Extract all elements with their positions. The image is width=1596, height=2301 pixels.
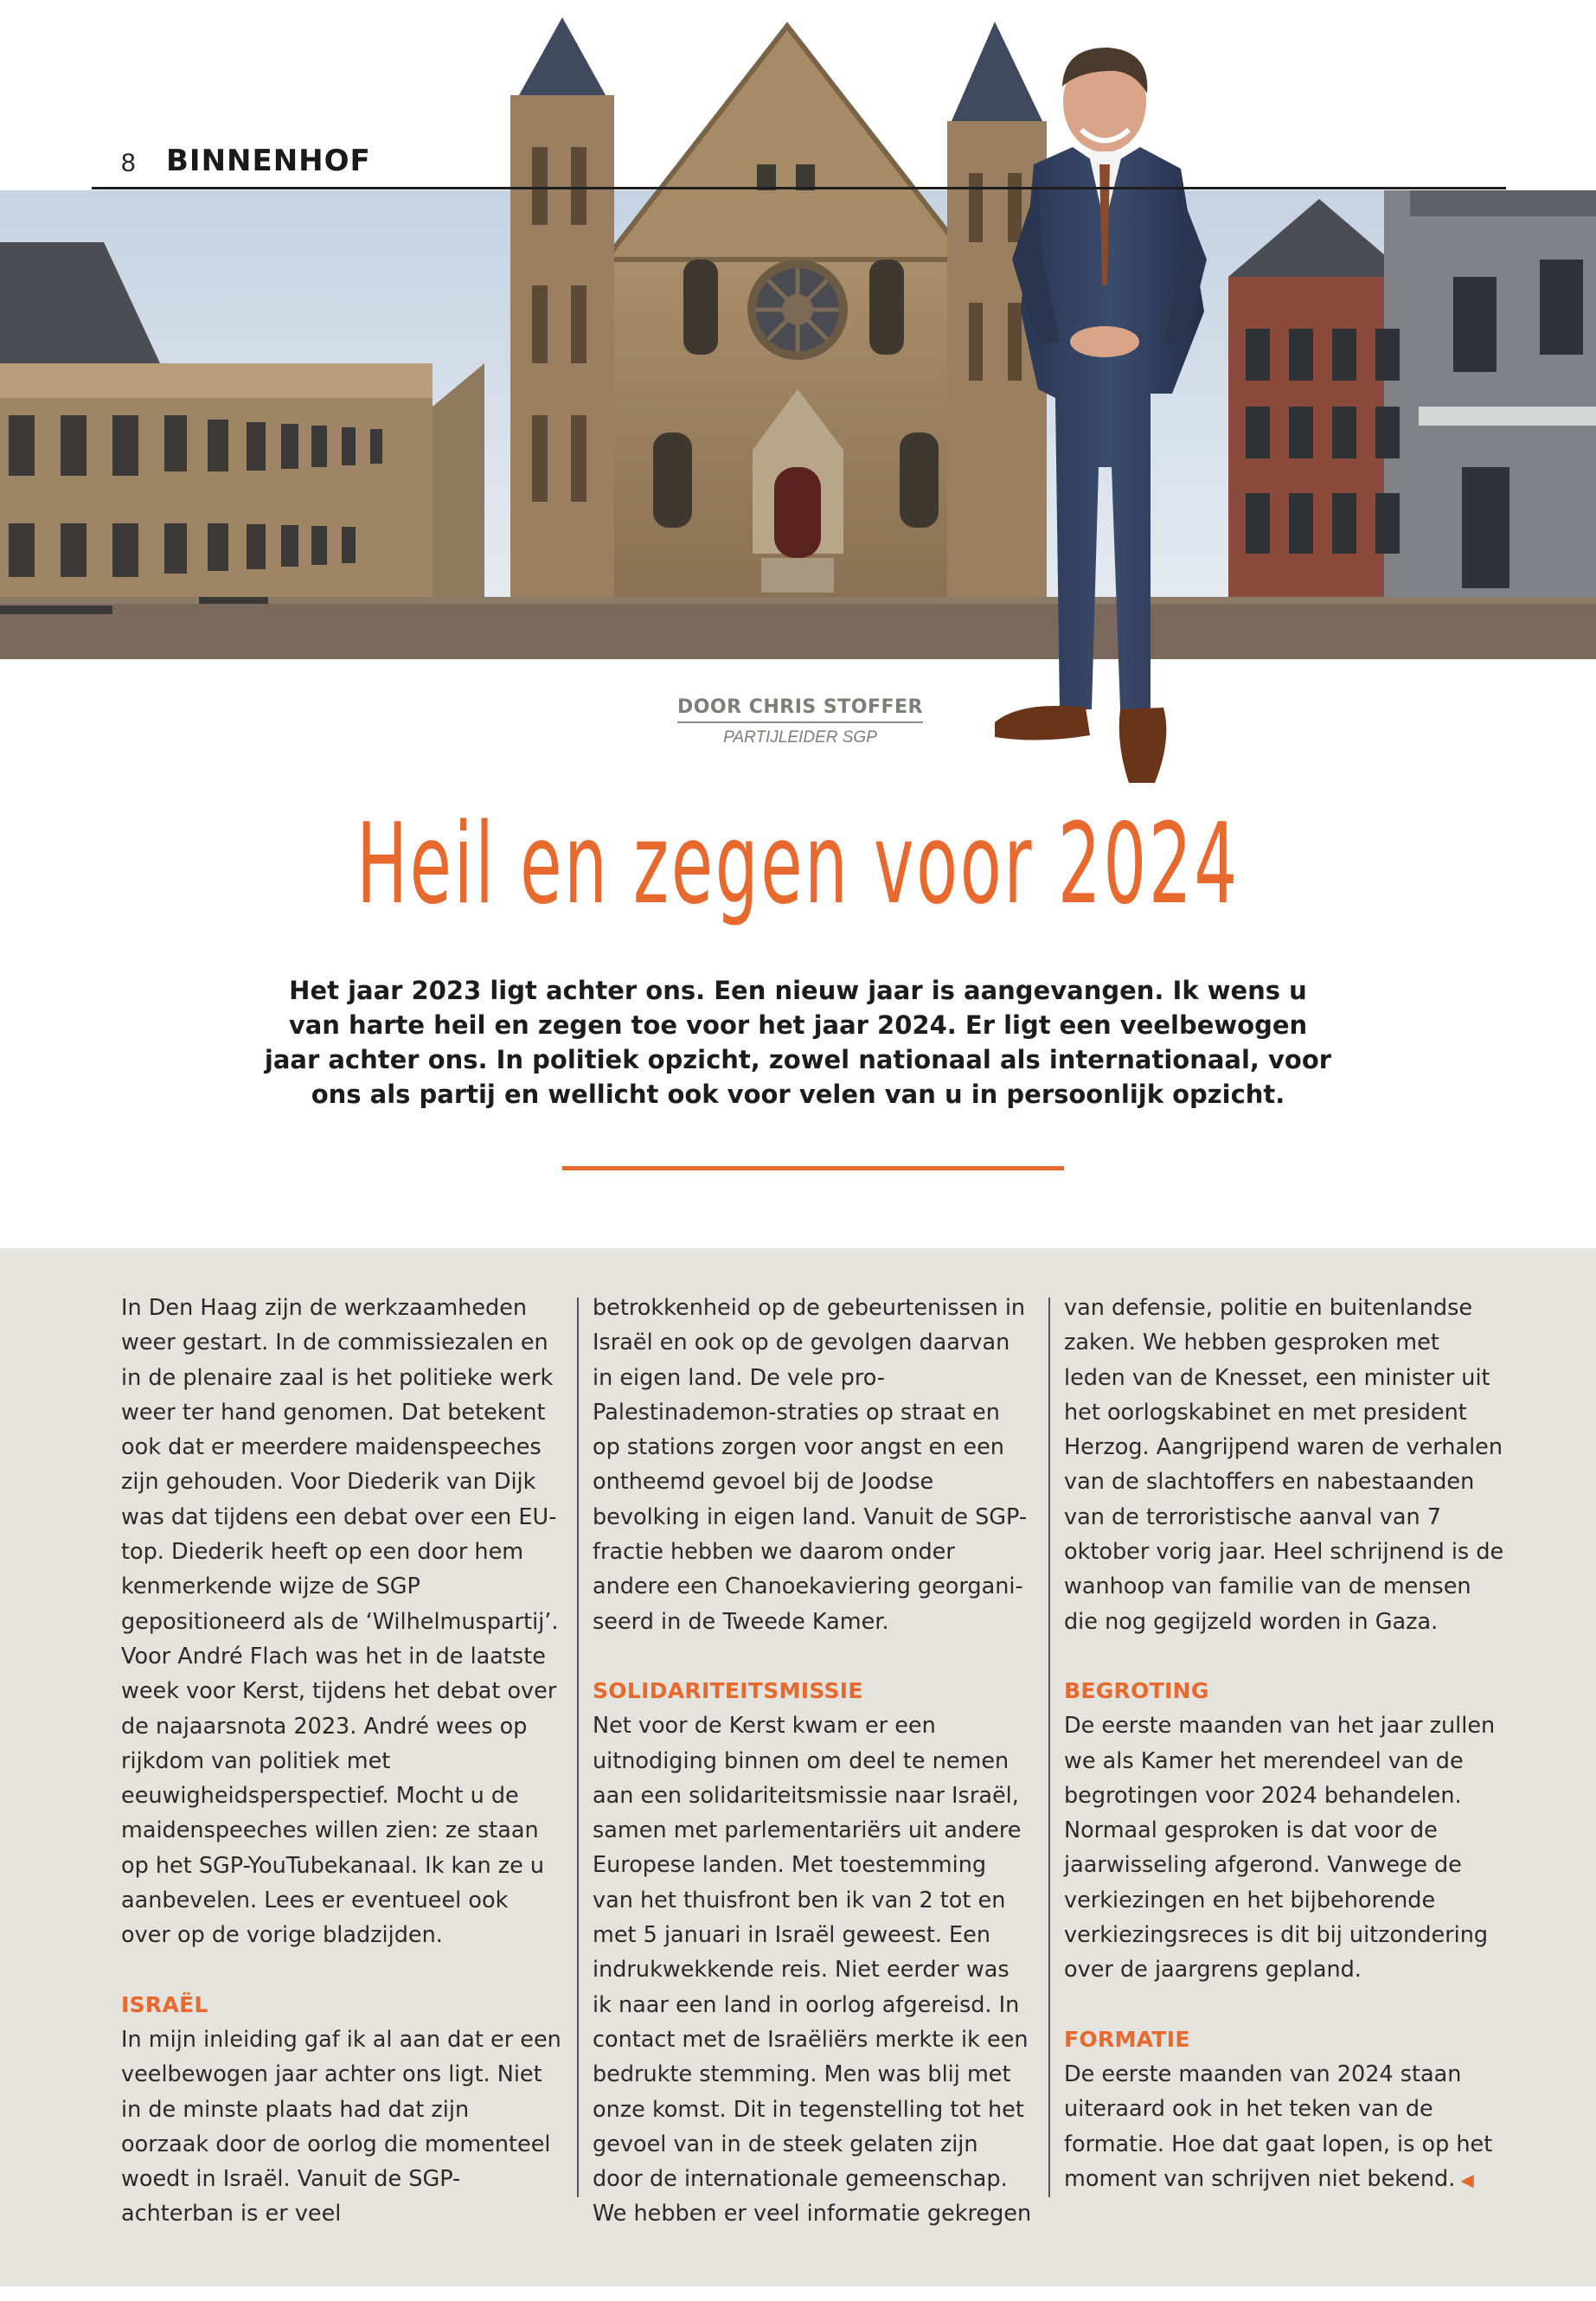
paragraph: betrokkenheid op de gebeurtenissen in Israël en ook op de gevolgen daarvan in eigen land. De vele pro-Palestinademon-straties op straat en op stations zorgen voor angst en een ontheemd gevoel bij de Joodse bevolking in eigen land. Vanuit de SGP-fractie hebben we daarom onder andere een Chanoekaviering georgani-seerd in de Tweede Kamer. [593,1295,1028,1635]
paragraph-text: De eerste maanden van 2024 staan uiteraard ook in het teken van de formatie. Hoe dat gaat lopen, is op het moment van schrijven niet bekend. [1064,2061,1493,2192]
paragraph-final [1064,2057,1505,2197]
paragraph: In Den Haag zijn de werkzaamheden weer gestart. In de commissiezalen en in de plenaire zaal is het politieke werk weer ter hand genomen. Dat betekent ook dat er meerdere maidenspeeches zijn gehouden. Voor Diederik van Dijk was dat tijdens een debat over een EU-top. Diederik heeft op een door hem kenmerkende wijze de SGP gepositioneerd als de ‘Wilhelmuspartij’. Voor André Flach was het in de laatste week voor Kerst, tijdens het debat over de najaarsnota 2023. André wees op rijkdom van politiek met eeuwigheidsperspectief. Mocht u de maidenspeeches willen zien: ze staan op het SGP-YouTubekanaal. Ik kan ze u aanbevelen. Lees er eventueel ook over op de vorige bladzijden. [121,1295,559,1949]
paragraph: Net voor de Kerst kwam er een uitnodiging binnen om deel te nemen aan een solidariteitsmissie naar Israël, samen met parlementariërs uit andere Europese landen. Met toestemming van het thuisfront ben ik van 2 tot en met 5 januari in Israël geweest. Een indrukwekkende reis. Niet eerder was ik naar een land in oorlog afgereisd. In contact met de Israëliërs merkte ik een bedrukte stemming. Men was blij met onze komst. Dit in tegenstelling tot het gevoel van in de steek gelaten zijn door de internationale gemeenschap. We hebben er veel informatie gekregen [593,1713,1032,2227]
page-number: 8 [121,149,136,177]
article-column-1 [121,1291,562,2232]
section-title: BINNENHOF [166,144,371,178]
byline-role: PARTIJLEIDER SGP [723,728,877,747]
paragraph: van defensie, politie en buitenlandse zaken. We hebben gesproken met leden van de Knesset, een minister uit het oorlogskabinet en met president Herzog. Aangrijpend waren de verhalen van de slachtoffers en nabestaanden van de terroristische aanval van 7 oktober vorig jaar. Heel schrijnend is de wanhoop van familie van de mensen die nog gegijzeld worden in Gaza. [1064,1295,1504,1635]
header-rule [92,187,1506,189]
paragraph: In mijn inleiding gaf ik al aan dat er een veelbewogen jaar achter ons ligt. Niet in de minste plaats had dat zijn oorzaak door de oorlog die momenteel woedt in Israël. Vanuit de SGP-achterban is er veel [121,2026,561,2227]
lead-divider [562,1166,1064,1170]
triangle-left-icon: ◀ [1460,2169,1474,2190]
article-column-3 [1064,1291,1505,2197]
subheading-formatie: FORMATIE [1064,2026,1190,2052]
byline [597,696,1003,747]
subheading-israel: ISRAËL [121,1991,208,2017]
article-column-2 [593,1291,1034,2232]
column-divider [1048,1298,1050,2197]
article-title: Heil en zegen voor 2024 [356,800,1240,929]
byline-author: DOOR CHRIS STOFFER [677,696,923,723]
subheading-begroting: BEGROTING [1064,1677,1209,1703]
article-lead: Het jaar 2023 ligt achter ons. Een nieuw jaar is aangevangen. Ik wens u van harte heil en zegen toe voor het jaar 2024. Er ligt een veelbewogen jaar achter ons. In politiek opzicht, zowel nationaal als internationaal, voor ons als partij en wellicht ook voor velen van u in persoonlijk opzicht. [264,976,1332,1109]
page-header [0,0,1596,199]
column-divider [577,1298,579,2197]
subheading-solidariteitsmissie: SOLIDARITEITSMISSIE [593,1677,863,1703]
paragraph: De eerste maanden van het jaar zullen we als Kamer het merendeel van de begrotingen voor 2024 behandelen. Normaal gesproken is dat voor de jaarwisseling afgerond. Vanwege de verkiezingen en het bijbehorende verkiezingsreces is dit bij uitzondering over de jaargrens gepland. [1064,1713,1496,1984]
